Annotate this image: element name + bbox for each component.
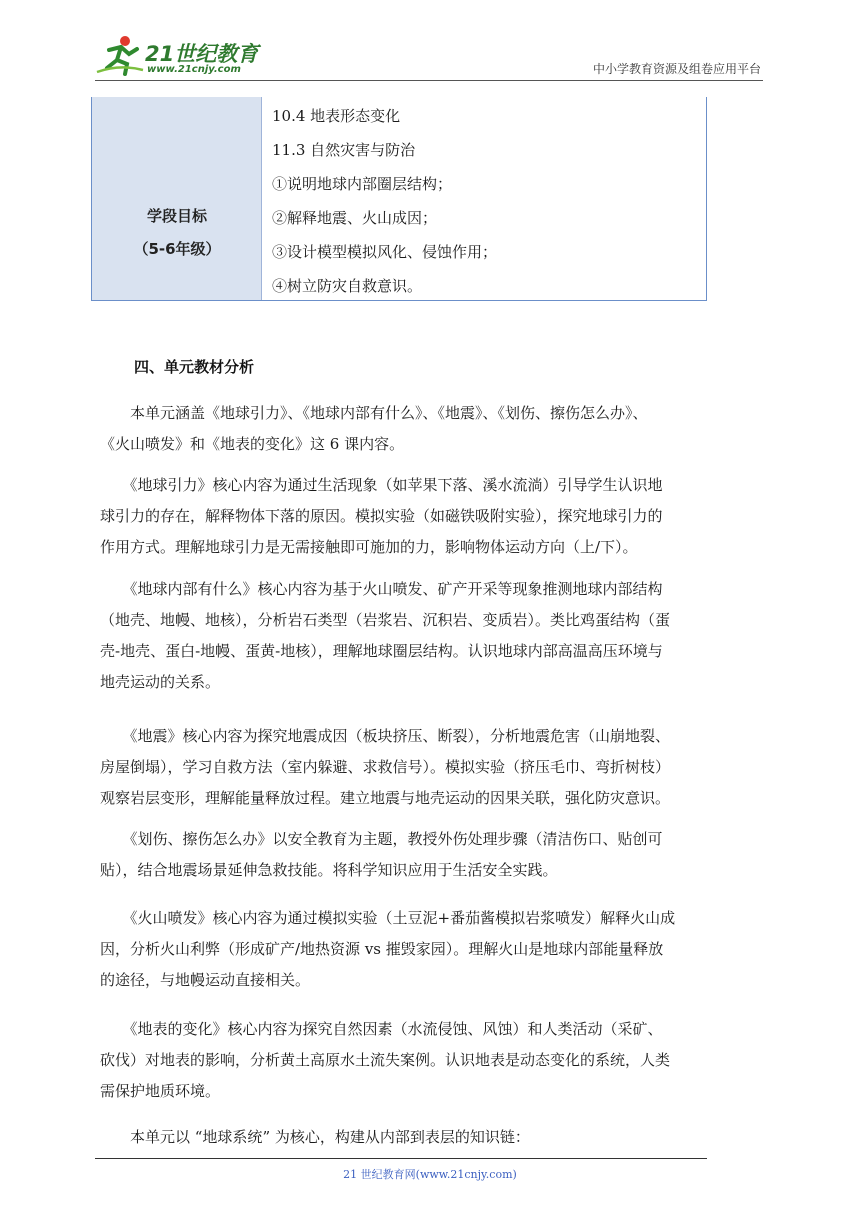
text-line: 《地球内部有什么》核心内容为基于火山喷发、矿产开采等现象推测地球内部结构 [100, 580, 663, 598]
text-line: 《划伤、擦伤怎么办》以安全教育为主题，教授外伤处理步骤（清洁伤口、贴创可 [100, 830, 663, 848]
text-line: 观察岩层变形，理解能量释放过程。建立地震与地壳运动的因果关联，强化防灾意识。 [100, 789, 671, 807]
text-line: （地壳、地幔、地核），分析岩石类型（岩浆岩、沉积岩、变质岩）。类比鸡蛋结构（蛋 [100, 611, 671, 629]
goal-label-cell [92, 97, 262, 300]
text-line: 需保护地质环境。 [100, 1082, 221, 1100]
goal-label: 学段目标 [146, 207, 207, 225]
text-line: 《火山喷发》核心内容为通过模拟实验（土豆泥+番茄酱模拟岩浆喷发）解释火山成 [100, 909, 676, 927]
text-line: 球引力的存在，解释物体下落的原因。模拟实验（如磁铁吸附实验），探究地球引力的 [100, 507, 663, 525]
text-line: 因，分析火山利弊（形成矿产/地热资源 vs 摧毁家园）。理解火山是地球内部能量释放 [100, 940, 664, 958]
goal-line: 11.3 自然灾害与防治 [272, 141, 416, 159]
text-line: 壳-地壳、蛋白-地幔、蛋黄-地核），理解地球圈层结构。认识地球内部高温高压环境与 [100, 642, 663, 660]
text-line: 《地表的变化》核心内容为探究自然因素（水流侵蚀、风蚀）和人类活动（采矿、 [100, 1020, 663, 1038]
text-line: 《地球引力》核心内容为通过生活现象（如苹果下落、溪水流淌）引导学生认识地 [100, 476, 663, 494]
goal-line: ①说明地球内部圈层结构； [272, 175, 453, 193]
text-line: 本单元涵盖《地球引力》、《地球内部有什么》、《地震》、《划伤、擦伤怎么办》、 [100, 404, 648, 422]
text-line: 地壳运动的关系。 [100, 673, 221, 691]
footer-link[interactable]: 21 世纪教育网(www.21cnjy.com) [343, 1168, 517, 1181]
goal-grade: （5-6年级） [133, 240, 221, 258]
platform-name: 中小学教育资源及组卷应用平台 [592, 62, 761, 76]
text-line: 本单元以 “地球系统” 为核心，构建从内部到表层的知识链： [100, 1128, 530, 1146]
site-logo[interactable] [95, 34, 265, 78]
text-line: 贴），结合地震场景延伸急救技能。将科学知识应用于生活安全实践。 [100, 861, 558, 879]
goal-line: ②解释地震、火山成因； [272, 209, 438, 227]
page-header [95, 30, 763, 81]
stage-goal-table [91, 97, 707, 301]
section-title: 四、单元教材分析 [134, 358, 255, 376]
text-line: 《火山喷发》和《地表的变化》这 6 课内容。 [100, 435, 405, 453]
goal-line: ④树立防灾自救意识。 [272, 277, 423, 295]
text-line: 《地震》核心内容为探究地震成因（板块挤压、断裂），分析地震危害（山崩地裂、 [100, 727, 671, 745]
goal-line: ③设计模型模拟风化、侵蚀作用； [272, 243, 498, 261]
runner-logo-icon [95, 34, 145, 78]
text-line: 的途径，与地幔运动直接相关。 [100, 971, 311, 989]
footer-divider [95, 1158, 707, 1159]
goal-line: 10.4 地表形态变化 [272, 107, 401, 125]
text-line: 砍伐）对地表的影响，分析黄土高原水土流失案例。认识地表是动态变化的系统，人类 [100, 1051, 671, 1069]
logo-url: www.21cnjy.com [147, 64, 241, 75]
logo-title: 21世纪教育 [145, 42, 259, 66]
text-line: 房屋倒塌），学习自救方法（室内躲避、求救信号）。模拟实验（挤压毛巾、弯折树枝） [100, 758, 671, 776]
text-line: 作用方式。理解地球引力是无需接触即可施加的力，影响物体运动方向（上/下）。 [100, 538, 638, 556]
